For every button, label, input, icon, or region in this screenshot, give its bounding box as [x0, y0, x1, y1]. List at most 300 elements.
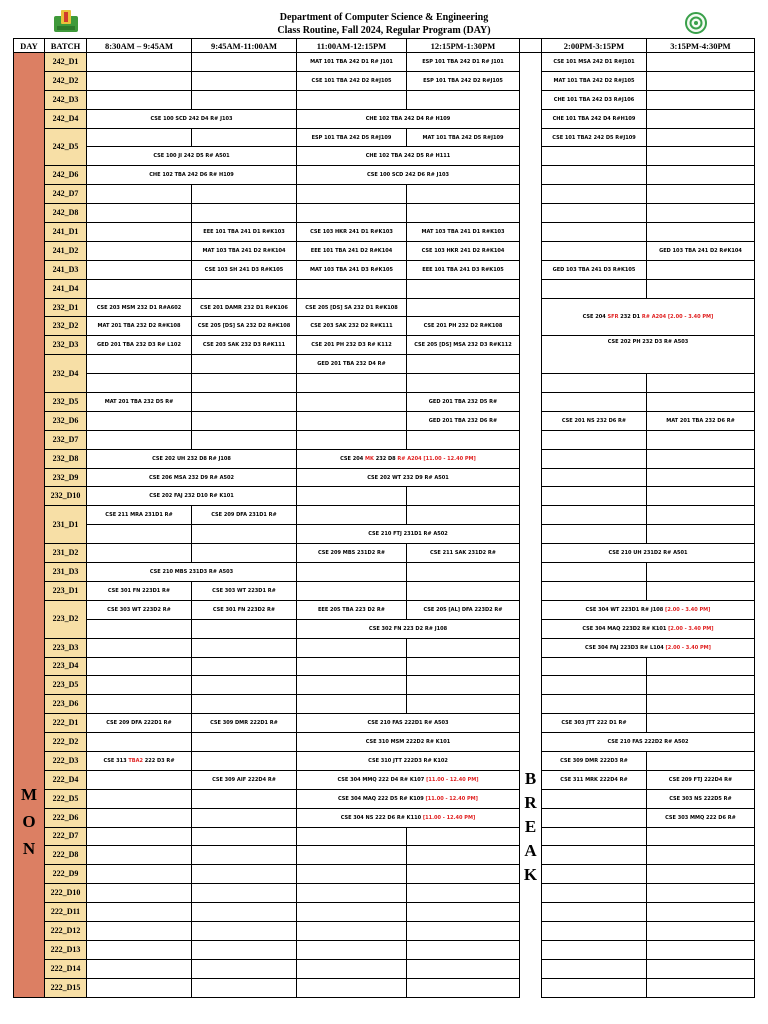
schedule-cell: EEE 101 TBA 241 D3 R#K105	[407, 260, 520, 279]
schedule-cell	[542, 147, 647, 166]
batch-cell: 242_D4	[45, 109, 87, 128]
schedule-cell: MAT 101 TBA 242 D2 R#J105	[542, 71, 647, 90]
schedule-cell	[87, 978, 192, 997]
schedule-cell	[87, 921, 192, 940]
schedule-cell: CSE 303 WT 223D1 R#	[192, 581, 297, 600]
batch-cell: 232_D6	[45, 411, 87, 430]
batch-cell: 232_D4	[45, 355, 87, 393]
table-row	[14, 204, 755, 223]
table-row	[14, 71, 755, 90]
schedule-cell	[542, 468, 647, 487]
schedule-cell: MAT 103 TBA 241 D2 R#K104	[192, 241, 297, 260]
schedule-cell	[407, 506, 520, 525]
table-row	[14, 563, 755, 582]
schedule-cell	[542, 581, 647, 600]
schedule-cell: CSE 201 NS 232 D6 R#	[542, 411, 647, 430]
schedule-cell	[87, 865, 192, 884]
col-slot-3: 11:00AM-12:15PM	[297, 39, 407, 53]
batch-cell: 242_D3	[45, 90, 87, 109]
schedule-cell: CSE 303 JTT 222 D1 R#	[542, 714, 647, 733]
schedule-cell	[647, 676, 755, 695]
col-day: DAY	[14, 39, 45, 53]
schedule-cell	[87, 619, 192, 638]
schedule-cell	[407, 676, 520, 695]
schedule-cell	[407, 903, 520, 922]
schedule-cell	[297, 921, 407, 940]
batch-cell: 222_D15	[45, 978, 87, 997]
schedule-cell	[192, 393, 297, 412]
table-row	[14, 789, 755, 808]
schedule-cell	[297, 846, 407, 865]
schedule-cell: CSE 103 HKR 241 D1 R#K103	[297, 223, 407, 242]
schedule-cell	[542, 789, 647, 808]
table-row	[14, 884, 755, 903]
schedule-cell	[192, 525, 297, 544]
schedule-cell: CSE 303 NS 222D5 R#	[647, 789, 755, 808]
schedule-cell	[647, 468, 755, 487]
class-routine-table	[13, 38, 755, 998]
batch-cell: 232_D2	[45, 317, 87, 336]
schedule-cell	[192, 90, 297, 109]
schedule-cell: CSE 204 SFR 232 D1 R# A204 [2.00 - 3.40 PM]	[542, 298, 755, 336]
schedule-cell	[297, 638, 407, 657]
schedule-cell	[407, 921, 520, 940]
schedule-cell: CSE 101 TBA 242 D2 R#J105	[297, 71, 407, 90]
schedule-cell	[192, 430, 297, 449]
schedule-cell: CHE 101 TBA 242 D4 R#H109	[542, 109, 647, 128]
break-column: B R E A K	[520, 53, 542, 998]
col-slot-1: 8:30AM – 9:45AM	[87, 39, 192, 53]
schedule-cell	[542, 430, 647, 449]
schedule-cell: CSE 210 FAS 222D1 R# A503	[297, 714, 520, 733]
schedule-cell	[647, 506, 755, 525]
schedule-cell	[87, 128, 192, 147]
table-row	[14, 166, 755, 185]
schedule-cell: MAT 101 TBA 242 D1 R# J101	[297, 53, 407, 72]
schedule-cell	[87, 638, 192, 657]
schedule-cell: CSE 209 DFA 231D1 R#	[192, 506, 297, 525]
schedule-cell	[297, 827, 407, 846]
schedule-cell: CSE 309 DMR 222D1 R#	[192, 714, 297, 733]
schedule-cell	[192, 959, 297, 978]
schedule-cell	[542, 241, 647, 260]
batch-cell: 222_D1	[45, 714, 87, 733]
table-row	[14, 53, 755, 72]
schedule-cell	[192, 411, 297, 430]
batch-cell: 231_D1	[45, 506, 87, 544]
schedule-cell	[87, 355, 192, 374]
schedule-cell	[87, 71, 192, 90]
batch-cell: 222_D8	[45, 846, 87, 865]
schedule-cell: CSE 202 PH 232 D3 R# A503	[542, 336, 755, 374]
schedule-cell	[407, 846, 520, 865]
table-row	[14, 544, 755, 563]
schedule-cell	[87, 959, 192, 978]
table-row	[14, 808, 755, 827]
schedule-cell	[87, 260, 192, 279]
schedule-cell	[192, 657, 297, 676]
schedule-cell: CSE 201 PH 232 D2 R#K108	[407, 317, 520, 336]
schedule-cell	[297, 978, 407, 997]
schedule-cell	[542, 865, 647, 884]
schedule-cell	[647, 487, 755, 506]
department-title: Department of Computer Science & Engineering	[279, 12, 489, 23]
schedule-cell	[647, 940, 755, 959]
schedule-cell: EEE 101 TBA 241 D1 R#K103	[192, 223, 297, 242]
schedule-cell	[542, 223, 647, 242]
table-row	[14, 449, 755, 468]
schedule-cell: ESP 101 TBA 242 D1 R# J101	[407, 53, 520, 72]
schedule-cell: CSE 101 TBA2 242 D5 R#J109	[542, 128, 647, 147]
header-row	[14, 39, 755, 53]
schedule-cell	[647, 525, 755, 544]
table-row	[14, 978, 755, 997]
schedule-cell: CSE 100 SCD 242 D6 R# J103	[297, 166, 520, 185]
schedule-cell	[542, 676, 647, 695]
schedule-cell	[407, 487, 520, 506]
schedule-cell	[87, 789, 192, 808]
schedule-cell: CSE 101 MSA 242 D1 R#J101	[542, 53, 647, 72]
schedule-cell	[542, 827, 647, 846]
schedule-cell: GED 201 TBA 232 D4 R#	[297, 355, 407, 374]
batch-cell: 241_D2	[45, 241, 87, 260]
schedule-cell: MAT 201 TBA 232 D5 R#	[87, 393, 192, 412]
schedule-cell	[297, 657, 407, 676]
schedule-cell: CSE 103 SH 241 D3 R#K105	[192, 260, 297, 279]
schedule-cell	[647, 827, 755, 846]
schedule-cell	[647, 959, 755, 978]
batch-cell: 241_D3	[45, 260, 87, 279]
schedule-cell	[647, 978, 755, 997]
table-row	[14, 90, 755, 109]
schedule-cell: MAT 103 TBA 241 D1 R#K103	[407, 223, 520, 242]
table-row	[14, 393, 755, 412]
batch-cell: 242_D7	[45, 185, 87, 204]
schedule-cell	[192, 619, 297, 638]
schedule-cell	[647, 657, 755, 676]
schedule-cell	[647, 903, 755, 922]
schedule-cell	[192, 978, 297, 997]
schedule-cell	[647, 921, 755, 940]
schedule-cell	[87, 374, 192, 393]
schedule-cell	[192, 638, 297, 657]
schedule-cell: CSE 202 FAJ 232 D10 R# K101	[87, 487, 297, 506]
schedule-cell	[87, 827, 192, 846]
batch-cell: 232_D9	[45, 468, 87, 487]
schedule-cell	[87, 53, 192, 72]
schedule-cell	[647, 166, 755, 185]
schedule-cell	[192, 751, 297, 770]
schedule-cell	[407, 204, 520, 223]
schedule-cell	[297, 90, 407, 109]
schedule-cell: CSE 205 [DS] SA 232 D2 R#K108	[192, 317, 297, 336]
schedule-cell: CSE 100 JI 242 D5 R# A501	[87, 147, 297, 166]
schedule-cell	[87, 808, 192, 827]
schedule-cell	[542, 563, 647, 582]
schedule-cell	[192, 544, 297, 563]
table-row	[14, 128, 755, 147]
schedule-cell: CSE 301 FN 223D1 R#	[87, 581, 192, 600]
schedule-cell	[192, 846, 297, 865]
schedule-cell	[192, 865, 297, 884]
schedule-cell: CSE 311 MRK 222D4 R#	[542, 770, 647, 789]
schedule-cell: GED 103 TBA 241 D3 R#K105	[542, 260, 647, 279]
schedule-cell	[192, 676, 297, 695]
table-row	[14, 959, 755, 978]
batch-cell: 242_D8	[45, 204, 87, 223]
batch-cell: 222_D2	[45, 733, 87, 752]
table-row	[14, 676, 755, 695]
schedule-cell	[647, 751, 755, 770]
schedule-cell: CSE 210 FTJ 231D1 R# A502	[297, 525, 520, 544]
schedule-cell	[192, 808, 297, 827]
schedule-cell: CSE 205 [AL] DFA 223D2 R#	[407, 600, 520, 619]
batch-cell: 231_D2	[45, 544, 87, 563]
schedule-cell	[542, 846, 647, 865]
document-header	[0, 0, 768, 38]
schedule-cell	[192, 940, 297, 959]
schedule-cell	[87, 676, 192, 695]
schedule-cell: CSE 304 MAQ 222 D5 R# K109 [11.00 - 12.40 PM]	[297, 789, 520, 808]
schedule-cell	[647, 449, 755, 468]
table-row	[14, 468, 755, 487]
schedule-cell	[297, 393, 407, 412]
table-row	[14, 223, 755, 242]
schedule-cell: CHE 101 TBA 242 D3 R#J106	[542, 90, 647, 109]
schedule-cell	[542, 185, 647, 204]
schedule-cell: CSE 204 MK 232 D8 R# A204 [11.00 - 12.40 PM]	[297, 449, 520, 468]
schedule-cell: CSE 210 FAS 222D2 R# A502	[542, 733, 755, 752]
schedule-cell	[542, 657, 647, 676]
batch-cell: 222_D3	[45, 751, 87, 770]
batch-cell: 222_D9	[45, 865, 87, 884]
schedule-cell	[87, 279, 192, 298]
schedule-cell	[542, 279, 647, 298]
schedule-cell: CSE 206 MSA 232 D9 R# A502	[87, 468, 297, 487]
schedule-cell	[542, 959, 647, 978]
schedule-cell	[407, 185, 520, 204]
schedule-cell: CSE 209 FTJ 222D4 R#	[647, 770, 755, 789]
table-row	[14, 751, 755, 770]
schedule-cell: CSE 309 AIF 222D4 R#	[192, 770, 297, 789]
schedule-cell	[297, 487, 407, 506]
batch-cell: 231_D3	[45, 563, 87, 582]
schedule-cell: CSE 201 PH 232 D3 R# K112	[297, 336, 407, 355]
schedule-cell	[407, 638, 520, 657]
schedule-cell: MAT 101 TBA 242 D5 R#J109	[407, 128, 520, 147]
table-row	[14, 298, 755, 317]
batch-cell: 222_D7	[45, 827, 87, 846]
schedule-cell	[297, 865, 407, 884]
schedule-cell	[542, 449, 647, 468]
schedule-cell	[647, 884, 755, 903]
schedule-cell	[297, 563, 407, 582]
table-row	[14, 185, 755, 204]
schedule-cell	[647, 430, 755, 449]
batch-cell: 222_D5	[45, 789, 87, 808]
schedule-cell	[192, 279, 297, 298]
schedule-cell	[647, 53, 755, 72]
schedule-cell: CSE 304 MAQ 223D2 R# K101 [2.00 - 3.40 PM]	[542, 619, 755, 638]
schedule-cell	[297, 884, 407, 903]
schedule-cell: CSE 301 FN 223D2 R#	[192, 600, 297, 619]
schedule-cell	[647, 109, 755, 128]
day-label-mon: M O N	[14, 53, 45, 998]
schedule-cell	[407, 695, 520, 714]
col-slot-5: 2:00PM-3:15PM	[542, 39, 647, 53]
schedule-cell	[542, 903, 647, 922]
col-batch: BATCH	[45, 39, 87, 53]
schedule-cell	[647, 260, 755, 279]
batch-cell: 241_D1	[45, 223, 87, 242]
schedule-cell	[542, 487, 647, 506]
schedule-cell	[297, 959, 407, 978]
schedule-cell: CHE 102 TBA 242 D6 R# H109	[87, 166, 297, 185]
schedule-cell: CSE 202 WT 232 D9 R# A501	[297, 468, 520, 487]
schedule-cell: ESP 101 TBA 242 D2 R#J105	[407, 71, 520, 90]
schedule-cell: CSE 313 TBA2 222 D3 R#	[87, 751, 192, 770]
schedule-cell: CSE 202 UH 232 D8 R# J108	[87, 449, 297, 468]
batch-cell: 223_D3	[45, 638, 87, 657]
schedule-cell	[87, 185, 192, 204]
batch-cell: 232_D1	[45, 298, 87, 317]
schedule-cell	[192, 733, 297, 752]
table-row	[14, 940, 755, 959]
schedule-cell: GED 201 TBA 232 D6 R#	[407, 411, 520, 430]
schedule-cell	[297, 411, 407, 430]
schedule-cell	[407, 581, 520, 600]
schedule-cell	[297, 185, 407, 204]
batch-cell: 222_D6	[45, 808, 87, 827]
schedule-cell: GED 201 TBA 232 D5 R#	[407, 393, 520, 412]
schedule-cell: CSE 209 MBS 231D2 R#	[297, 544, 407, 563]
schedule-cell	[647, 204, 755, 223]
schedule-cell	[87, 525, 192, 544]
schedule-cell	[647, 185, 755, 204]
schedule-cell	[297, 695, 407, 714]
schedule-cell: MAT 201 TBA 232 D6 R#	[647, 411, 755, 430]
schedule-cell: CSE 103 HKR 241 D2 R#K104	[407, 241, 520, 260]
schedule-cell	[87, 884, 192, 903]
schedule-cell	[542, 940, 647, 959]
table-row	[14, 657, 755, 676]
batch-cell: 242_D5	[45, 128, 87, 166]
schedule-cell	[192, 71, 297, 90]
schedule-cell	[297, 506, 407, 525]
table-row	[14, 147, 755, 166]
batch-cell: 222_D12	[45, 921, 87, 940]
schedule-cell	[407, 865, 520, 884]
batch-cell: 232_D3	[45, 336, 87, 355]
schedule-cell: CSE 203 MSM 232 D1 R#A602	[87, 298, 192, 317]
schedule-cell	[647, 393, 755, 412]
schedule-cell	[297, 581, 407, 600]
schedule-cell	[407, 563, 520, 582]
schedule-cell	[87, 430, 192, 449]
schedule-cell	[407, 940, 520, 959]
schedule-cell: CHE 102 TBA 242 D4 R# H109	[297, 109, 520, 128]
schedule-cell	[192, 884, 297, 903]
table-row	[14, 241, 755, 260]
schedule-cell	[297, 430, 407, 449]
schedule-cell: CSE 302 FN 223 D2 R# J108	[297, 619, 520, 638]
schedule-cell	[192, 921, 297, 940]
schedule-cell	[297, 279, 407, 298]
batch-cell: 232_D8	[45, 449, 87, 468]
schedule-cell	[407, 355, 520, 374]
table-row	[14, 581, 755, 600]
schedule-cell	[542, 506, 647, 525]
schedule-cell	[542, 808, 647, 827]
schedule-cell: CSE 210 UH 231D2 R# A501	[542, 544, 755, 563]
schedule-cell	[647, 563, 755, 582]
table-row	[14, 827, 755, 846]
schedule-cell	[192, 204, 297, 223]
schedule-cell	[87, 733, 192, 752]
schedule-cell	[542, 978, 647, 997]
schedule-cell: CSE 100 SCD 242 D4 R# J103	[87, 109, 297, 128]
schedule-cell: MAT 103 TBA 241 D3 R#K105	[297, 260, 407, 279]
schedule-cell	[192, 355, 297, 374]
schedule-cell	[407, 298, 520, 317]
schedule-cell	[647, 128, 755, 147]
schedule-cell: CSE 211 MRA 231D1 R#	[87, 506, 192, 525]
schedule-cell: CSE 304 MMQ 222 D4 R# K107 [11.00 - 12.40 PM]	[297, 770, 520, 789]
schedule-cell: CSE 310 JTT 222D3 R# K102	[297, 751, 520, 770]
schedule-cell	[647, 90, 755, 109]
schedule-cell	[542, 374, 647, 393]
table-row	[14, 336, 755, 355]
table-row	[14, 109, 755, 128]
schedule-cell: CSE 203 SAK 232 D3 R#K111	[192, 336, 297, 355]
schedule-cell	[647, 581, 755, 600]
table-row	[14, 903, 755, 922]
schedule-cell	[407, 657, 520, 676]
schedule-cell	[87, 544, 192, 563]
schedule-cell: CSE 304 FAJ 223D3 R# L104 [2.00 - 3.40 PM]	[542, 638, 755, 657]
schedule-cell	[87, 846, 192, 865]
schedule-cell: CSE 303 MMQ 222 D6 R#	[647, 808, 755, 827]
schedule-cell	[647, 223, 755, 242]
batch-cell: 223_D4	[45, 657, 87, 676]
schedule-cell	[87, 223, 192, 242]
schedule-cell: CSE 304 NS 222 D6 R# K110 [11.00 - 12.40 PM]	[297, 808, 520, 827]
schedule-cell	[87, 657, 192, 676]
schedule-cell	[297, 676, 407, 695]
table-row	[14, 279, 755, 298]
schedule-cell: EEE 205 TBA 223 D2 R#	[297, 600, 407, 619]
batch-cell: 222_D4	[45, 770, 87, 789]
schedule-cell	[192, 128, 297, 147]
schedule-cell	[407, 959, 520, 978]
schedule-cell: GED 103 TBA 241 D2 R#K104	[647, 241, 755, 260]
schedule-cell	[647, 846, 755, 865]
table-row	[14, 374, 755, 393]
schedule-cell	[647, 865, 755, 884]
batch-cell: 223_D6	[45, 695, 87, 714]
batch-cell: 223_D1	[45, 581, 87, 600]
schedule-cell	[192, 53, 297, 72]
schedule-cell	[87, 770, 192, 789]
schedule-cell: CSE 203 SAK 232 D2 R#K111	[297, 317, 407, 336]
schedule-cell: CHE 102 TBA 242 D5 R# H111	[297, 147, 520, 166]
schedule-cell: CSE 211 SAK 231D2 R#	[407, 544, 520, 563]
schedule-cell	[192, 903, 297, 922]
batch-cell: 222_D14	[45, 959, 87, 978]
table-row	[14, 770, 755, 789]
batch-cell: 222_D11	[45, 903, 87, 922]
schedule-cell	[407, 884, 520, 903]
